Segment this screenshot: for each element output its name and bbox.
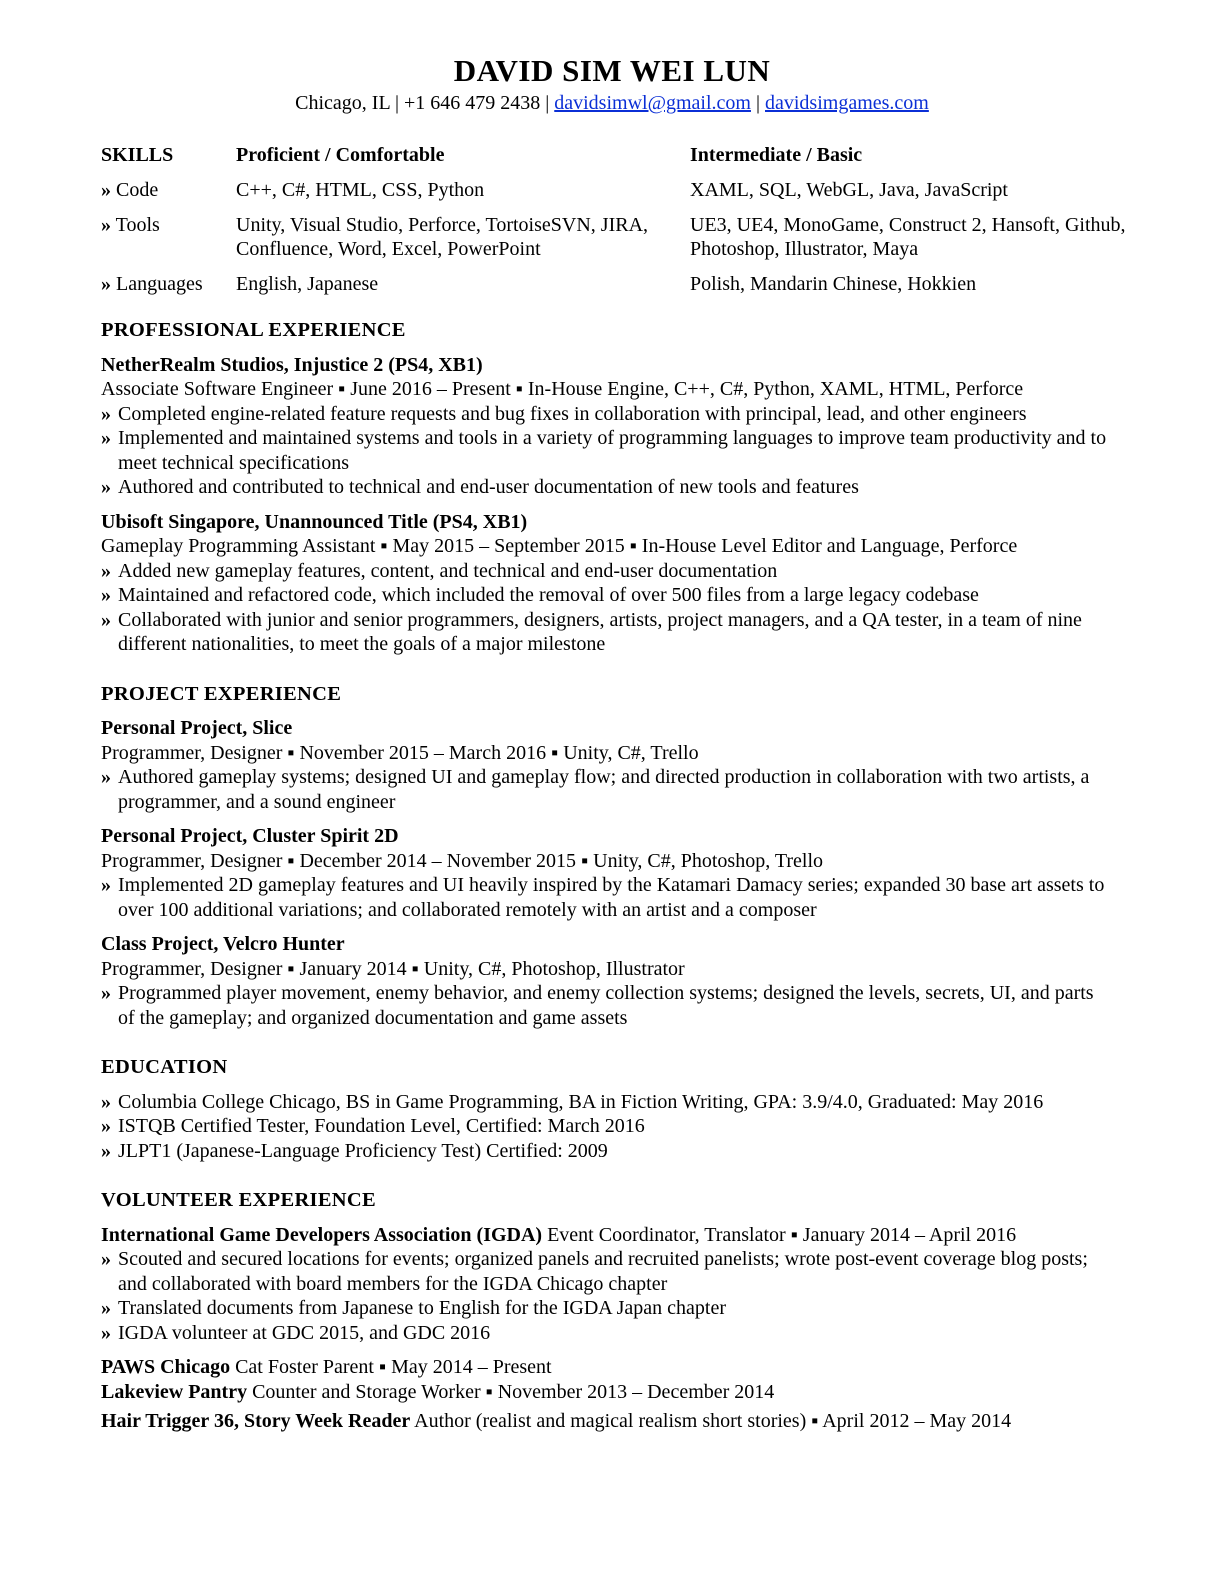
volunteer-heading: International Game Developers Association (IGDA) Event Coordinator, Translator ▪ January 2014 – April 2016 <box>101 1223 1017 1246</box>
separator: | <box>755 92 760 114</box>
list-item: » Maintained and refactored code, which included the removal of over 500 files from a large legacy codebase <box>101 584 979 606</box>
skills-row <box>101 272 1121 298</box>
skill-intermediate: UE3, UE4, MonoGame, Construct 2, Hansoft, Github, Photoshop, Illustrator, Maya <box>690 214 1126 260</box>
list-item: » Programmed player movement, enemy behavior, and enemy collection systems; designed the levels, secrets, UI, and parts of the gameplay; and organized documentation and game assets <box>101 982 1094 1029</box>
volunteer-entry: PAWS Chicago Cat Foster Parent ▪ May 2014 – Present <box>101 1356 552 1378</box>
list-item: » Implemented and maintained systems and tools in a variety of programming languages to improve team productivity and to meet technical specifications <box>101 427 1107 474</box>
website-link[interactable]: davidsimgames.com <box>765 92 929 114</box>
job-heading: NetherRealm Studios, Injustice 2 (PS4, XB1) <box>101 353 483 376</box>
email-link[interactable]: davidsimwl@gmail.com <box>554 92 751 114</box>
skills-row <box>101 178 1121 213</box>
section-title: EDUCATION <box>101 1056 228 1078</box>
volunteer-entry: Hair Trigger 36, Story Week Reader Author (realist and magical realism short stories) ▪ April 2012 – May 2014 <box>101 1410 1012 1432</box>
skill-proficient: English, Japanese <box>236 273 379 295</box>
applicant-name: DAVID SIM WEI LUN <box>453 53 771 88</box>
location: Chicago, IL <box>295 92 390 114</box>
volunteer-entry: Lakeview Pantry Counter and Storage Worker ▪ November 2013 – December 2014 <box>101 1380 775 1403</box>
job-meta: Associate Software Engineer ▪ June 2016 – Present ▪ In-House Engine, C++, C#, Python, XAML, HTML, Perforce <box>101 378 1024 400</box>
skill-intermediate: XAML, SQL, WebGL, Java, JavaScript <box>690 179 1008 201</box>
contact-line <box>0 90 1224 116</box>
skill-proficient: C++, C#, HTML, CSS, Python <box>236 179 485 201</box>
skill-label: » Tools <box>101 214 160 236</box>
job-meta: Programmer, Designer ▪ November 2015 – March 2016 ▪ Unity, C#, Trello <box>101 741 699 764</box>
list-item: » Completed engine-related feature requests and bug fixes in collaboration with principal, lead, and other engineers <box>101 402 1027 425</box>
job-heading: Class Project, Velcro Hunter <box>101 933 345 955</box>
list-item: » IGDA volunteer at GDC 2015, and GDC 2016 <box>101 1321 491 1344</box>
column-header: Intermediate / Basic <box>690 144 863 166</box>
job-meta: Programmer, Designer ▪ January 2014 ▪ Unity, C#, Photoshop, Illustrator <box>101 957 685 980</box>
list-item: » Added new gameplay features, content, and technical and end-user documentation <box>101 559 778 582</box>
list-item: » Authored gameplay systems; designed UI and gameplay flow; and directed production in collaboration with two artists, a programmer, and a sound engineer <box>101 766 1090 813</box>
section-title: PROJECT EXPERIENCE <box>101 682 342 705</box>
job-meta: Gameplay Programming Assistant ▪ May 2015 – September 2015 ▪ In-House Level Editor and Language, Perforce <box>101 535 1018 557</box>
list-item: » Collaborated with junior and senior programmers, designers, artists, project managers, and a QA tester, in a team of nine different nationalities, to meet the goals of a major milestone <box>101 608 1082 655</box>
list-item: » Columbia College Chicago, BS in Game Programming, BA in Fiction Writing, GPA: 3.9/4.0, Graduated: May 2016 <box>101 1090 1044 1113</box>
separator: | <box>545 92 550 114</box>
skill-intermediate: Polish, Mandarin Chinese, Hokkien <box>690 273 977 295</box>
column-header: Proficient / Comfortable <box>236 144 445 166</box>
skill-label: » Code <box>101 179 159 201</box>
list-item: » Translated documents from Japanese to English for the IGDA Japan chapter <box>101 1297 726 1319</box>
skill-label: » Languages <box>101 273 203 295</box>
list-item: » Scouted and secured locations for events; organized panels and recruited panelists; wrote post-event coverage blog posts; and collaborated with board members for the IGDA Chicago chapter <box>101 1248 1088 1295</box>
job-heading: Personal Project, Cluster Spirit 2D <box>101 825 399 847</box>
skills-row <box>101 213 1126 272</box>
resume-body <box>101 318 1111 1434</box>
skill-proficient: Unity, Visual Studio, Perforce, TortoiseSVN, JIRA, Confluence, Word, Excel, PowerPoint <box>236 214 649 260</box>
section-title: VOLUNTEER EXPERIENCE <box>101 1189 376 1211</box>
skills-header-row <box>101 143 1121 178</box>
separator: | <box>394 92 399 114</box>
list-item: » ISTQB Certified Tester, Foundation Level, Certified: March 2016 <box>101 1115 645 1137</box>
list-item: » Implemented 2D gameplay features and UI heavily inspired by the Katamari Damacy series; expanded 30 base art assets to over 100 additional variations; and collaborated remotely with an artist and a composer <box>101 874 1105 921</box>
list-item: » JLPT1 (Japanese-Language Proficiency Test) Certified: 2009 <box>101 1139 608 1162</box>
section-title: SKILLS <box>101 144 174 166</box>
skills-section <box>101 143 1126 298</box>
phone: +1 646 479 2438 <box>403 92 541 114</box>
section-title: PROFESSIONAL EXPERIENCE <box>101 319 406 341</box>
list-item: » Authored and contributed to technical and end-user documentation of new tools and features <box>101 476 859 498</box>
job-heading: Personal Project, Slice <box>101 717 293 739</box>
job-heading: Ubisoft Singapore, Unannounced Title (PS4, XB1) <box>101 510 528 533</box>
job-meta: Programmer, Designer ▪ December 2014 – November 2015 ▪ Unity, C#, Photoshop, Trello <box>101 849 824 872</box>
